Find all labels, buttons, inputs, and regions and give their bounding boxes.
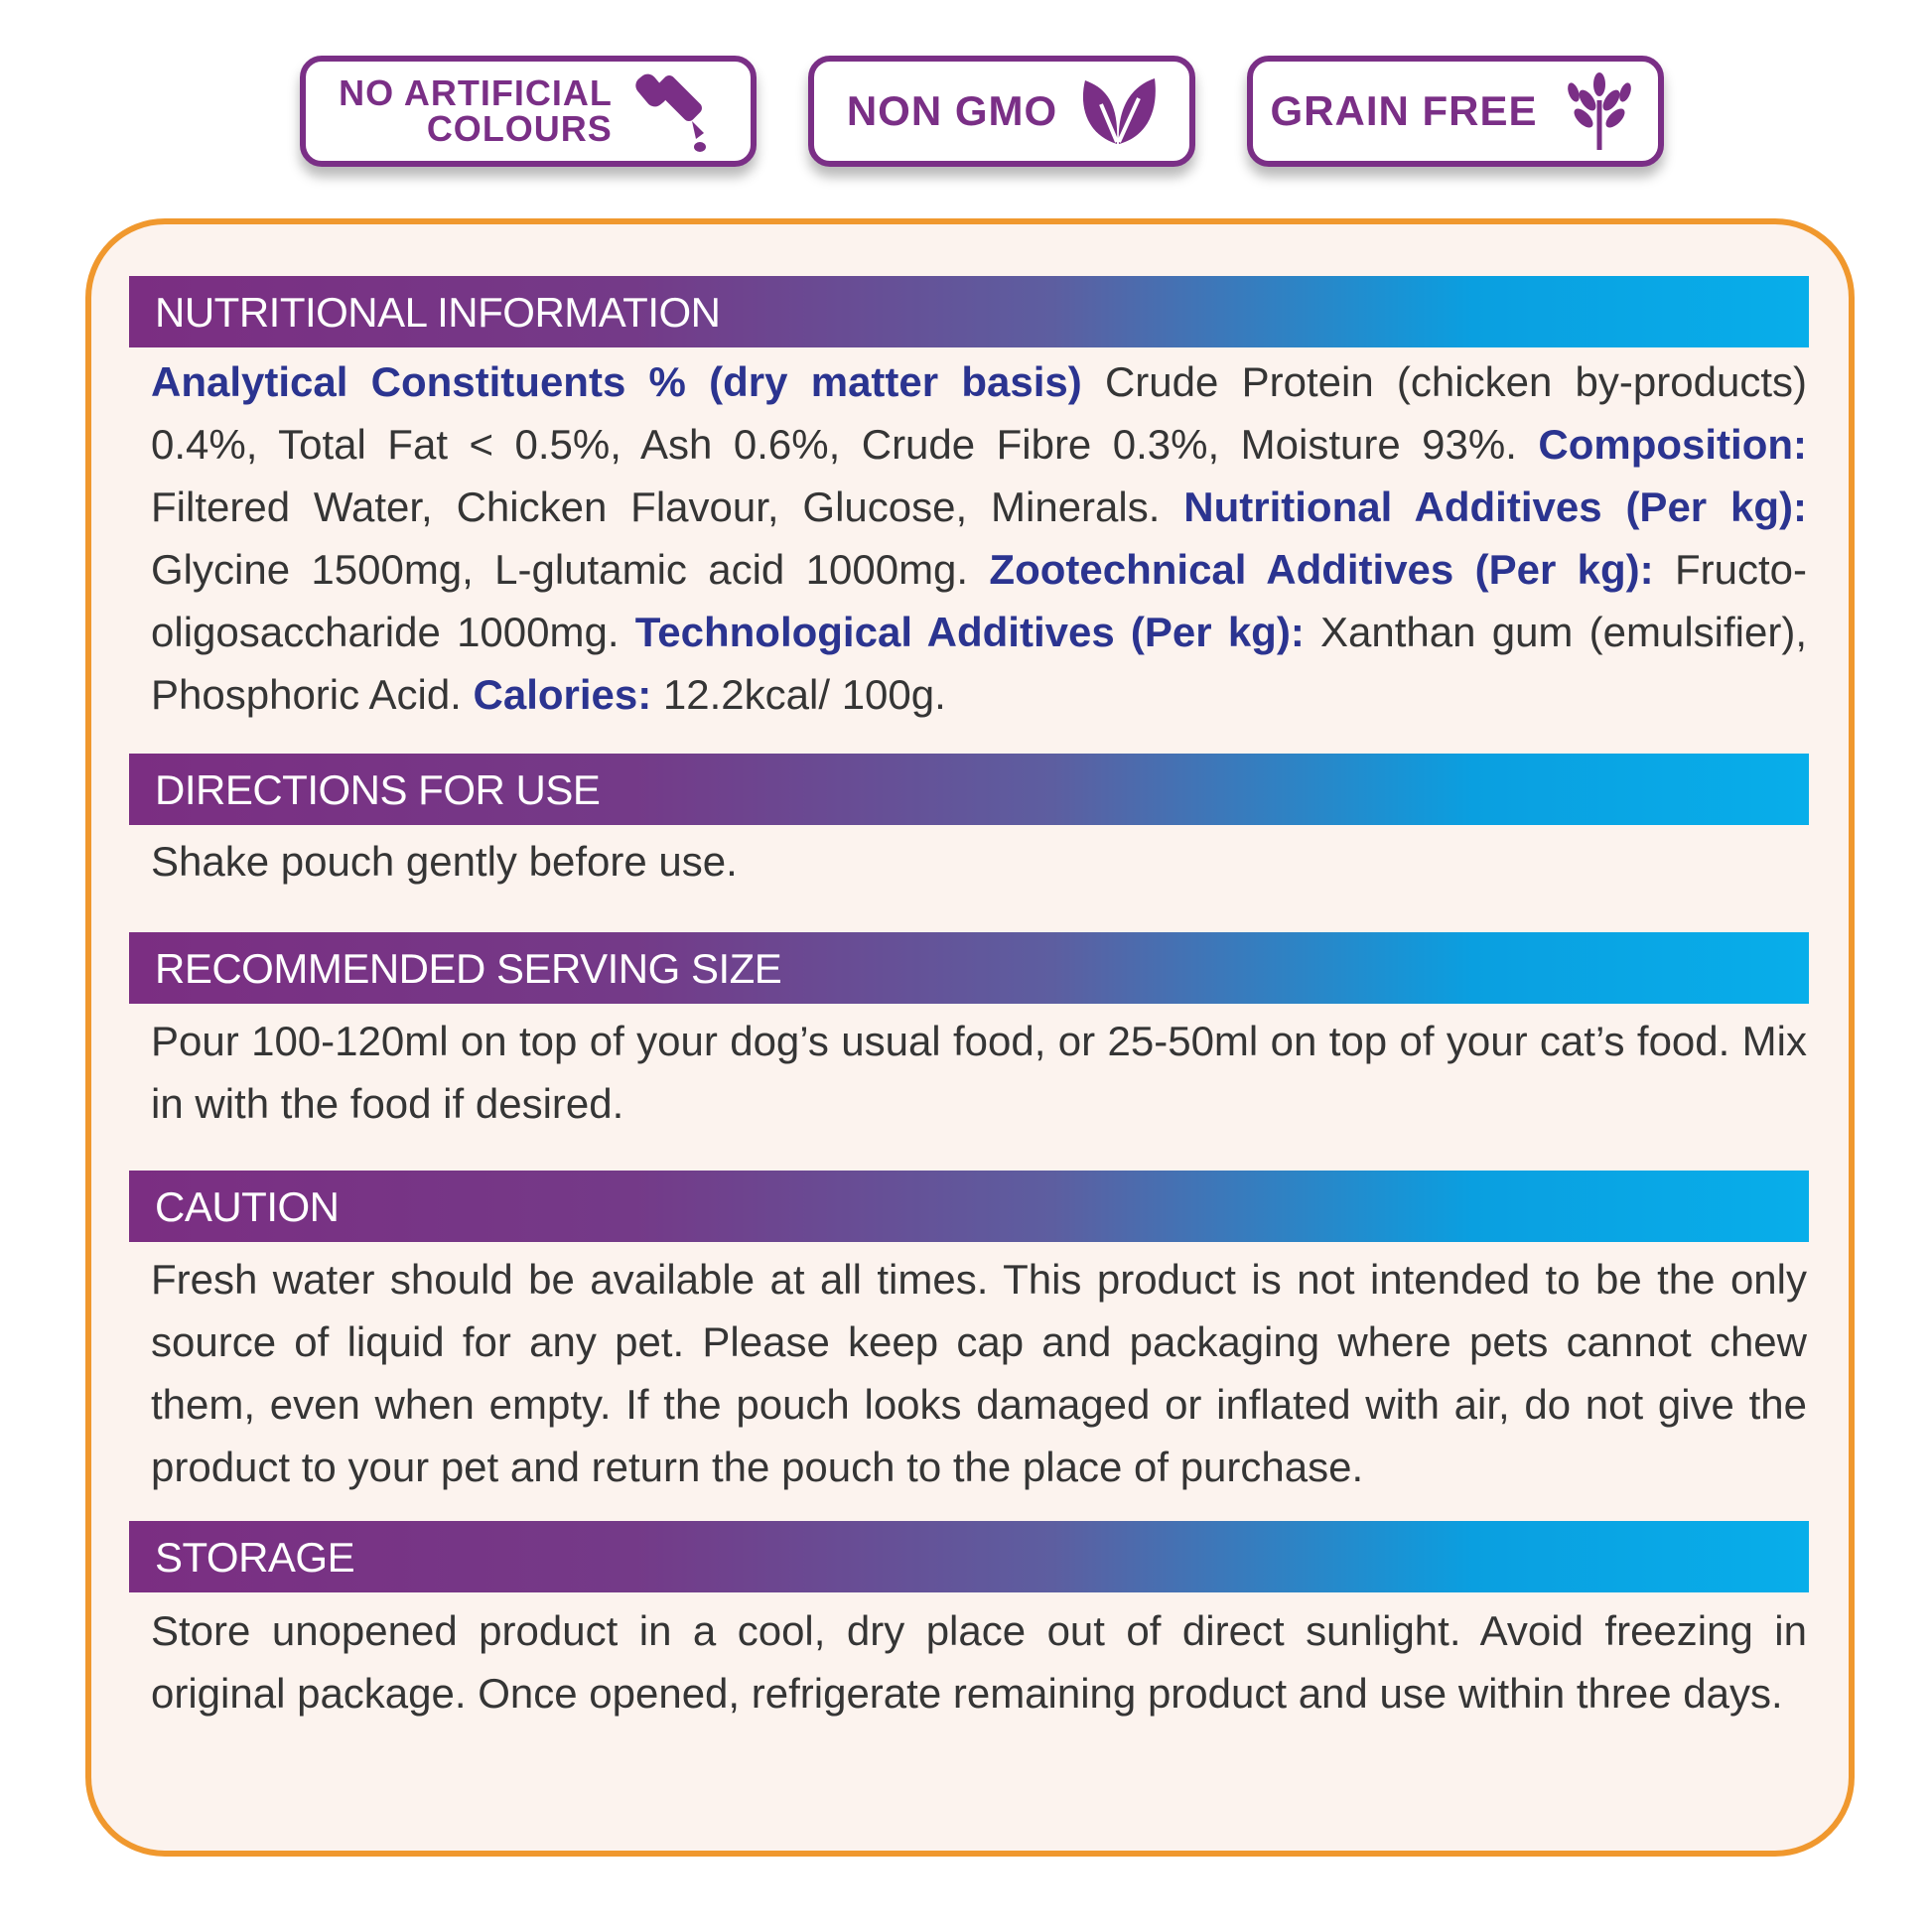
storage-heading: STORAGE xyxy=(129,1521,1809,1592)
caution-heading: CAUTION xyxy=(129,1171,1809,1242)
nutritional-additives-text: Glycine 1500mg, L-glutamic acid 1000mg. xyxy=(151,546,990,593)
serving-size-heading: RECOMMENDED SERVING SIZE xyxy=(129,932,1809,1004)
directions-heading: DIRECTIONS FOR USE xyxy=(129,754,1809,825)
badge-non-gmo xyxy=(808,56,1195,167)
badge-line-2: COLOURS xyxy=(426,108,613,149)
badge-grain-free-label: GRAIN FREE xyxy=(1270,87,1538,134)
badge-no-artificial-colours-label xyxy=(339,72,613,149)
badge-grain-free xyxy=(1247,56,1664,167)
calories-text: 12.2kcal/ 100g. xyxy=(651,671,946,718)
caution-body: Fresh water should be available at all times. This product is not intended to be the only source of liquid for any pet. Please keep cap and packaging where pets cannot chew them, even when empty. If the pouch looks damaged or inflated with air, do not give the product to your pet and return the pouch to the place of purchase. xyxy=(151,1256,1807,1490)
technological-additives-text: Xanthan gum (emulsifier), Phosphoric Acid. xyxy=(151,609,1807,718)
composition-label: Composition: xyxy=(1538,421,1807,468)
zootechnical-additives-label: Zootechnical Additives (Per kg): xyxy=(989,546,1654,593)
badge-line-1: NO ARTIFICIAL xyxy=(339,72,613,113)
nutritional-information-heading: NUTRITIONAL INFORMATION xyxy=(129,276,1809,347)
badge-no-artificial-colours xyxy=(300,56,757,167)
storage-body: Store unopened product in a cool, dry place out of direct sunlight. Avoid freezing in original package. Once opened, refrigerate remaining product and use within three days. xyxy=(151,1607,1807,1717)
calories-label: Calories: xyxy=(473,671,652,718)
leaf-icon xyxy=(1079,74,1157,148)
analytical-constituents-label: Analytical Constituents % (dry matter basis) xyxy=(151,358,1082,405)
analytical-constituents-text: Crude Protein (chicken by-products) 0.4%, Total Fat < 0.5%, Ash 0.6%, Crude Fibre 0.3%, Moisture 93%. xyxy=(151,358,1807,468)
badge-non-gmo-label: NON GMO xyxy=(846,87,1058,134)
composition-text: Filtered Water, Chicken Flavour, Glucose, Minerals. xyxy=(151,483,1184,530)
nutritional-information-body xyxy=(151,350,1807,726)
zootechnical-additives-text: Fructo-oligosaccharide 1000mg. xyxy=(151,546,1807,655)
nutritional-additives-label: Nutritional Additives (Per kg): xyxy=(1183,483,1807,530)
wheat-icon xyxy=(1560,70,1641,152)
dropper-icon xyxy=(634,69,718,153)
technological-additives-label: Technological Additives (Per kg): xyxy=(634,609,1305,655)
directions-body: Shake pouch gently before use. xyxy=(151,838,738,885)
serving-size-body: Pour 100-120ml on top of your dog’s usual food, or 25-50ml on top of your cat’s food. Mix in with the food if desired. xyxy=(151,1018,1807,1127)
